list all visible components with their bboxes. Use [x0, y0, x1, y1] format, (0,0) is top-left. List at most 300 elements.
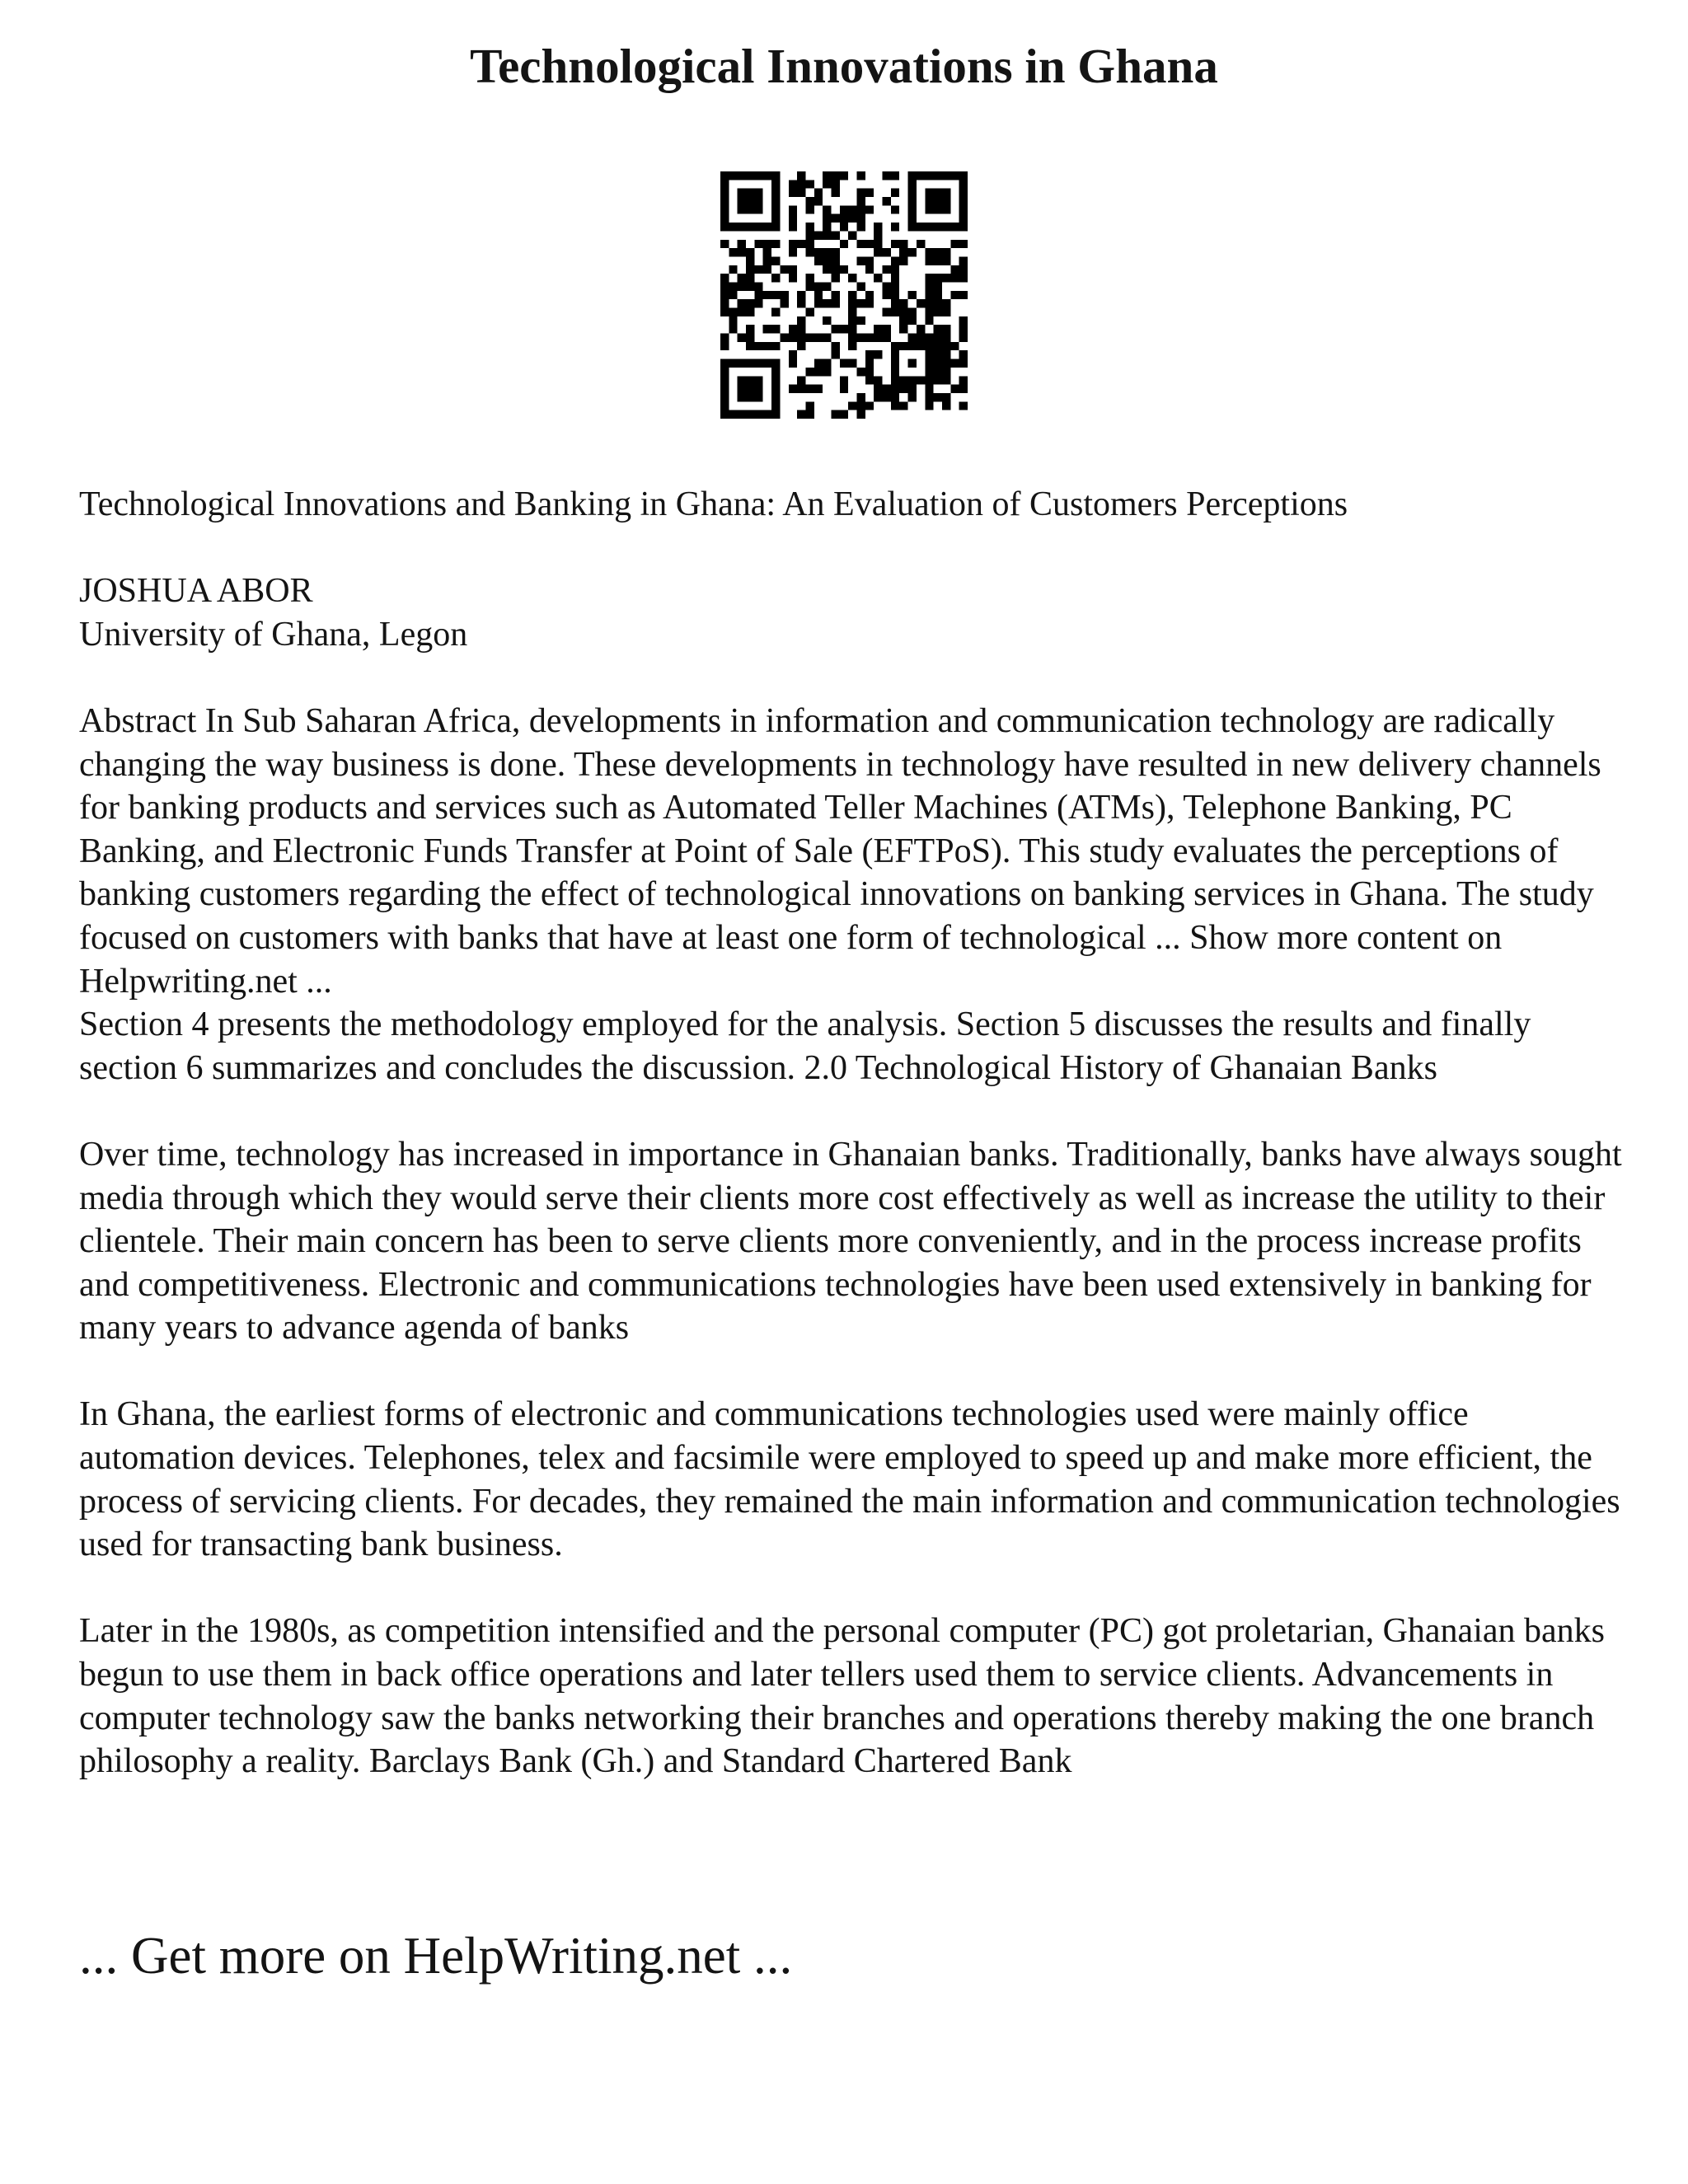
qr-module — [891, 282, 899, 290]
qr-module — [789, 274, 797, 282]
qr-module — [771, 401, 780, 410]
qr-module — [823, 205, 831, 213]
qr-module — [805, 401, 814, 410]
qr-module — [959, 223, 968, 231]
qr-module — [959, 350, 968, 359]
qr-module — [823, 256, 831, 265]
qr-module — [746, 171, 754, 180]
qr-module — [942, 205, 950, 213]
qr-module — [729, 410, 737, 419]
qr-module — [934, 368, 942, 376]
qr-module — [942, 359, 950, 368]
qr-module — [950, 342, 959, 350]
qr-module — [942, 368, 950, 376]
qr-module — [908, 308, 917, 316]
qr-module — [942, 299, 950, 307]
qr-module — [746, 308, 754, 316]
qr-module — [814, 291, 823, 299]
qr-module — [934, 350, 942, 359]
qr-module — [729, 316, 737, 325]
qr-module — [934, 359, 942, 368]
qr-module — [925, 334, 933, 342]
get-more-link[interactable]: ... Get more on HelpWriting.net ... — [79, 1927, 793, 1985]
qr-module — [857, 240, 865, 248]
qr-module — [908, 223, 917, 231]
qr-module — [738, 197, 746, 205]
qr-module — [805, 240, 814, 248]
qr-module — [729, 359, 737, 368]
qr-module — [771, 274, 780, 282]
paper-title: Technological Innovations and Banking in Ghana: An Evaluation of Customers Perceptions — [79, 485, 1348, 523]
qr-module — [917, 223, 925, 231]
body-paragraph-2: In Ghana, the earliest forms of electronic and communications technologies used were mainly office automation devices. Telephones, telex and facsimile were employed to speed up and make more efficient, the process of servicing clients. For decades, they remained the main information and communication technologies used for transacting bank business. — [79, 1395, 1620, 1564]
qr-module — [925, 299, 933, 307]
qr-module — [720, 299, 729, 307]
qr-module — [738, 274, 746, 282]
qr-module — [754, 265, 762, 274]
qr-module — [959, 316, 968, 325]
qr-module — [746, 256, 754, 265]
qr-module — [729, 282, 737, 290]
qr-module — [805, 334, 814, 342]
qr-module — [797, 189, 805, 197]
qr-module — [857, 299, 865, 307]
qr-module — [746, 334, 754, 342]
qr-module — [797, 385, 805, 393]
qr-module — [746, 189, 754, 197]
qr-module — [917, 325, 925, 333]
qr-module — [746, 376, 754, 384]
qr-module — [925, 342, 933, 350]
qr-module — [891, 223, 899, 231]
abstract-paragraph: Abstract In Sub Saharan Africa, developments in information and communication technology are radically changing the way business is done. These developments in technology have resulted in new delivery channels for banking products and services such as Automated Teller Machines (ATMs), Telephone Banking, PC Banking, and Electronic Funds Transfer at Point of Sale (EFTPoS). This study evaluates the perceptions of banking customers regarding the effect of technological innovations on banking services in Ghana. The study focused on customers with banks that have at least one form of technological ... Show more content on Helpwriting.net ... — [79, 701, 1601, 1001]
qr-module — [899, 401, 907, 410]
qr-module — [942, 189, 950, 197]
qr-module — [754, 359, 762, 368]
qr-module — [942, 334, 950, 342]
qr-module — [917, 376, 925, 384]
qr-module — [883, 308, 891, 316]
qr-module — [720, 282, 729, 290]
qr-module — [857, 256, 865, 265]
qr-module — [934, 205, 942, 213]
qr-module — [754, 205, 762, 213]
qr-module — [823, 223, 831, 231]
qr-module — [831, 214, 839, 223]
qr-module — [891, 350, 899, 359]
qr-module — [934, 171, 942, 180]
qr-module — [865, 240, 874, 248]
qr-module — [848, 359, 856, 368]
qr-module — [883, 385, 891, 393]
qr-module — [848, 342, 856, 350]
qr-module — [746, 223, 754, 231]
qr-module — [771, 359, 780, 368]
qr-module — [797, 316, 805, 325]
qr-module — [823, 214, 831, 223]
qr-module — [763, 342, 771, 350]
qr-module — [865, 368, 874, 376]
qr-module — [891, 256, 899, 265]
qr-module — [789, 223, 797, 231]
qr-module — [959, 214, 968, 223]
qr-module — [925, 368, 933, 376]
qr-module — [797, 291, 805, 299]
qr-module — [925, 350, 933, 359]
qr-module — [959, 256, 968, 265]
qr-module — [959, 291, 968, 299]
qr-module — [908, 171, 917, 180]
qr-module — [942, 325, 950, 333]
qr-module — [942, 393, 950, 401]
qr-module — [925, 171, 933, 180]
qr-module — [959, 180, 968, 188]
qr-module — [754, 223, 762, 231]
qr-module — [823, 231, 831, 239]
qr-module — [771, 385, 780, 393]
qr-module — [720, 205, 729, 213]
qr-module — [857, 171, 865, 180]
qr-module — [925, 189, 933, 197]
qr-module — [891, 401, 899, 410]
qr-module — [891, 299, 899, 307]
qr-module — [934, 197, 942, 205]
qr-module — [942, 376, 950, 384]
qr-module — [720, 240, 729, 248]
qr-module — [950, 265, 959, 274]
qr-module — [908, 359, 917, 368]
qr-module — [925, 376, 933, 384]
qr-module — [746, 325, 754, 333]
qr-module — [814, 385, 823, 393]
qr-module — [959, 334, 968, 342]
qr-module — [720, 376, 729, 384]
qr-module — [925, 401, 933, 410]
qr-module — [823, 171, 831, 180]
qr-module — [797, 299, 805, 307]
qr-module — [754, 393, 762, 401]
qr-module — [720, 308, 729, 316]
qr-module — [883, 291, 891, 299]
qr-module — [814, 299, 823, 307]
qr-module — [746, 410, 754, 419]
qr-module — [720, 359, 729, 368]
qr-module — [738, 223, 746, 231]
qr-module — [771, 410, 780, 419]
qr-module — [908, 197, 917, 205]
qr-module — [865, 189, 874, 197]
qr-module — [925, 393, 933, 401]
body-paragraph-3: Later in the 1980s, as competition intensified and the personal computer (PC) got proletarian, Ghanaian banks begun to use them in back office operations and later tellers used them to service clients. Advancements in computer technology saw the banks networking their branches and operations thereby making the one branch philosophy a reality. Barclays Bank (Gh.) and Standard Chartered Bank — [79, 1612, 1605, 1781]
qr-module — [746, 265, 754, 274]
qr-module — [857, 368, 865, 376]
qr-module — [874, 385, 882, 393]
qr-module — [729, 248, 737, 256]
qr-module — [814, 231, 823, 239]
qr-module — [908, 342, 917, 350]
qr-module — [865, 350, 874, 359]
qr-module — [883, 282, 891, 290]
qr-module — [934, 248, 942, 256]
qr-module — [840, 240, 848, 248]
qr-module — [789, 385, 797, 393]
qr-module — [763, 171, 771, 180]
qr-module — [840, 265, 848, 274]
qr-code-icon — [720, 171, 968, 419]
qr-module — [805, 248, 814, 256]
qr-module — [780, 291, 788, 299]
qr-module — [831, 299, 839, 307]
qr-module — [754, 240, 762, 248]
qr-module — [805, 231, 814, 239]
qr-module — [720, 410, 729, 419]
qr-module — [891, 393, 899, 401]
qr-module — [891, 376, 899, 384]
qr-module — [729, 171, 737, 180]
qr-module — [823, 368, 831, 376]
qr-module — [899, 299, 907, 307]
qr-module — [874, 376, 882, 384]
qr-module — [789, 248, 797, 256]
qr-module — [857, 189, 865, 197]
qr-module — [917, 240, 925, 248]
qr-module — [934, 282, 942, 290]
qr-module — [848, 401, 856, 410]
qr-module — [771, 189, 780, 197]
qr-module — [908, 385, 917, 393]
qr-module — [746, 248, 754, 256]
qr-module — [899, 376, 907, 384]
qr-module — [831, 342, 839, 350]
qr-module — [797, 240, 805, 248]
qr-module — [754, 291, 762, 299]
qr-module — [729, 325, 737, 333]
qr-module — [831, 274, 839, 282]
qr-module — [720, 342, 729, 350]
qr-module — [848, 334, 856, 342]
qr-module — [959, 240, 968, 248]
qr-module — [831, 231, 839, 239]
qr-module — [771, 256, 780, 265]
qr-module — [891, 171, 899, 180]
qr-module — [865, 291, 874, 299]
qr-module — [831, 180, 839, 188]
qr-module — [789, 359, 797, 368]
qr-module — [797, 342, 805, 350]
qr-module — [738, 308, 746, 316]
qr-module — [831, 171, 839, 180]
qr-module — [754, 342, 762, 350]
qr-module — [805, 205, 814, 213]
qr-module — [823, 299, 831, 307]
qr-module — [746, 299, 754, 307]
qr-module — [746, 393, 754, 401]
qr-module — [738, 171, 746, 180]
qr-module — [771, 214, 780, 223]
qr-module — [763, 248, 771, 256]
qr-module — [746, 274, 754, 282]
qr-module — [891, 189, 899, 197]
qr-module — [840, 205, 848, 213]
qr-module — [874, 223, 882, 231]
qr-module — [908, 248, 917, 256]
qr-module — [848, 291, 856, 299]
qr-module — [771, 240, 780, 248]
qr-module — [814, 368, 823, 376]
qr-module — [771, 205, 780, 213]
qr-module — [857, 410, 865, 419]
qr-module — [746, 197, 754, 205]
qr-module — [831, 325, 839, 333]
qr-module — [780, 265, 788, 274]
qr-module — [823, 334, 831, 342]
qr-module — [805, 223, 814, 231]
qr-module — [883, 334, 891, 342]
qr-module — [771, 308, 780, 316]
qr-module — [823, 359, 831, 368]
qr-module — [942, 342, 950, 350]
qr-module — [925, 385, 933, 393]
qr-module — [720, 274, 729, 282]
author-affiliation: University of Ghana, Legon — [79, 615, 468, 654]
qr-module — [865, 359, 874, 368]
qr-module — [771, 223, 780, 231]
qr-module — [865, 256, 874, 265]
qr-module — [797, 376, 805, 384]
qr-module — [848, 299, 856, 307]
qr-module — [950, 223, 959, 231]
qr-module — [831, 410, 839, 419]
qr-module — [925, 359, 933, 368]
qr-module — [925, 274, 933, 282]
qr-module — [934, 393, 942, 401]
qr-module — [908, 189, 917, 197]
qr-module — [908, 205, 917, 213]
qr-module — [738, 359, 746, 368]
qr-module — [908, 291, 917, 299]
qr-module — [789, 205, 797, 213]
qr-module — [908, 316, 917, 325]
qr-module — [840, 410, 848, 419]
qr-module — [959, 171, 968, 180]
qr-module — [917, 171, 925, 180]
qr-module — [959, 265, 968, 274]
qr-module — [763, 265, 771, 274]
qr-module — [857, 197, 865, 205]
qr-module — [738, 299, 746, 307]
qr-module — [934, 299, 942, 307]
qr-module — [754, 299, 762, 307]
qr-module — [934, 274, 942, 282]
qr-module — [950, 359, 959, 368]
qr-module — [950, 274, 959, 282]
qr-module — [763, 291, 771, 299]
qr-module — [746, 385, 754, 393]
qr-module — [908, 214, 917, 223]
qr-module — [891, 342, 899, 350]
qr-module — [771, 180, 780, 188]
qr-module — [738, 282, 746, 290]
qr-module — [891, 359, 899, 368]
qr-module — [780, 334, 788, 342]
qr-module — [840, 214, 848, 223]
qr-module — [805, 180, 814, 188]
qr-module — [942, 171, 950, 180]
qr-module — [883, 325, 891, 333]
qr-module — [865, 376, 874, 384]
qr-module — [805, 308, 814, 316]
qr-module — [814, 282, 823, 290]
qr-module — [771, 171, 780, 180]
qr-module — [720, 197, 729, 205]
qr-module — [857, 316, 865, 325]
qr-module — [720, 189, 729, 197]
qr-module — [950, 240, 959, 248]
qr-module — [934, 334, 942, 342]
qr-module — [942, 248, 950, 256]
qr-module — [883, 248, 891, 256]
qr-module — [805, 274, 814, 282]
qr-module — [738, 393, 746, 401]
qr-module — [754, 189, 762, 197]
qr-module — [805, 197, 814, 205]
qr-module — [754, 410, 762, 419]
qr-module — [899, 385, 907, 393]
qr-module — [908, 376, 917, 384]
qr-module — [925, 205, 933, 213]
qr-module — [959, 197, 968, 205]
author-name: JOSHUA ABOR — [79, 572, 313, 611]
qr-module — [823, 282, 831, 290]
qr-module — [831, 256, 839, 265]
qr-module — [874, 393, 882, 401]
qr-module — [925, 282, 933, 290]
qr-module — [934, 256, 942, 265]
qr-module — [789, 334, 797, 342]
qr-module — [899, 316, 907, 325]
qr-module — [840, 223, 848, 231]
qr-module — [797, 325, 805, 333]
qr-module — [925, 197, 933, 205]
section-overview-paragraph: Section 4 presents the methodology employed for the analysis. Section 5 discusses the results and finally section 6 summarizes and concludes the discussion. 2.0 Technological History of Ghanaian Banks — [79, 1005, 1531, 1087]
qr-module — [797, 410, 805, 419]
qr-module — [754, 376, 762, 384]
qr-module — [831, 265, 839, 274]
qr-module — [908, 180, 917, 188]
qr-module — [720, 171, 729, 180]
qr-module — [789, 350, 797, 359]
qr-module — [840, 325, 848, 333]
qr-module — [763, 410, 771, 419]
qr-module — [865, 401, 874, 410]
qr-module — [934, 189, 942, 197]
qr-module — [789, 189, 797, 197]
qr-module — [720, 393, 729, 401]
qr-module — [934, 223, 942, 231]
qr-module — [934, 376, 942, 384]
qr-module — [720, 385, 729, 393]
qr-module — [899, 256, 907, 265]
qr-module — [857, 334, 865, 342]
qr-module — [891, 205, 899, 213]
qr-module — [720, 368, 729, 376]
qr-module — [917, 334, 925, 342]
qr-module — [720, 401, 729, 410]
qr-module — [959, 274, 968, 282]
qr-module — [865, 334, 874, 342]
qr-module — [789, 214, 797, 223]
qr-module — [848, 205, 856, 213]
